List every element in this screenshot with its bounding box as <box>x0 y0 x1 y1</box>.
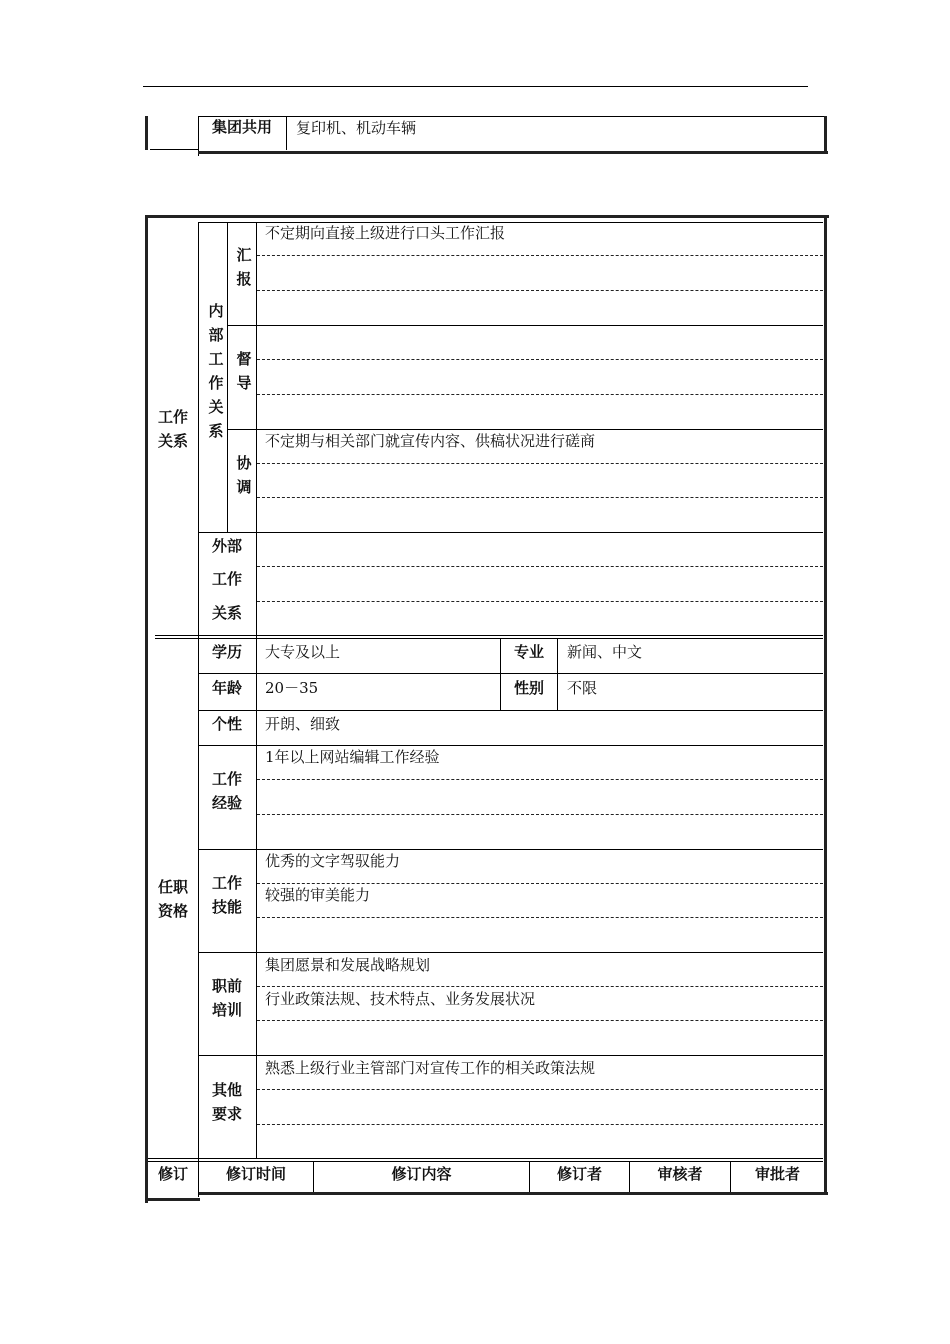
report-line-1: 不定期向直接上级进行口头工作汇报 <box>265 224 506 242</box>
training-label: 职前培训 <box>211 977 242 1019</box>
skills-label: 工作技能 <box>211 874 242 916</box>
age-value: 20－35 <box>265 679 319 697</box>
top-section-value: 复印机、机动车辆 <box>296 119 417 137</box>
external-label-2: 工作 <box>211 570 242 588</box>
experience-label: 工作经验 <box>211 770 242 812</box>
work-relations-label: 工作关系 <box>157 408 188 450</box>
age-label: 年龄 <box>211 679 242 697</box>
revision-col-reviewer: 审核者 <box>657 1165 703 1183</box>
major-label: 专业 <box>513 643 544 661</box>
external-label-1: 外部 <box>211 537 242 555</box>
qualifications-label: 任职资格 <box>157 878 188 920</box>
personality-label: 个性 <box>211 715 242 733</box>
revision-col-content: 修订内容 <box>391 1165 452 1183</box>
supervise-label: 督导 <box>236 350 252 392</box>
gender-label: 性别 <box>513 679 544 697</box>
personality-value: 开朗、细致 <box>265 715 341 733</box>
major-value: 新闻、中文 <box>567 643 643 661</box>
internal-relations-label: 内部工作关系 <box>208 302 224 440</box>
education-value: 大专及以上 <box>265 643 341 661</box>
education-label: 学历 <box>211 643 242 661</box>
skills-line-1: 优秀的文字驾驭能力 <box>265 852 401 870</box>
other-line-1: 熟悉上级行业主管部门对宣传工作的相关政策法规 <box>265 1059 596 1077</box>
revision-label: 修订 <box>157 1165 188 1183</box>
revision-col-approver: 审批者 <box>754 1165 800 1183</box>
revision-col-time: 修订时间 <box>225 1165 286 1183</box>
external-label-3: 关系 <box>211 604 242 622</box>
training-line-2: 行业政策法规、技术特点、业务发展状况 <box>265 990 536 1008</box>
training-line-1: 集团愿景和发展战略规划 <box>265 956 431 974</box>
other-label: 其他要求 <box>211 1081 242 1123</box>
gender-value: 不限 <box>567 679 598 697</box>
coordinate-label: 协调 <box>236 454 252 496</box>
skills-line-2: 较强的审美能力 <box>265 886 371 904</box>
top-section-label: 集团共用 <box>211 118 272 136</box>
coordinate-line-1: 不定期与相关部门就宣传内容、供稿状况进行磋商 <box>265 432 596 450</box>
revision-col-reviser: 修订者 <box>556 1165 602 1183</box>
experience-line-1: 1年以上网站编辑工作经验 <box>265 748 440 766</box>
header-rule <box>143 86 808 87</box>
report-label: 汇报 <box>236 246 252 288</box>
